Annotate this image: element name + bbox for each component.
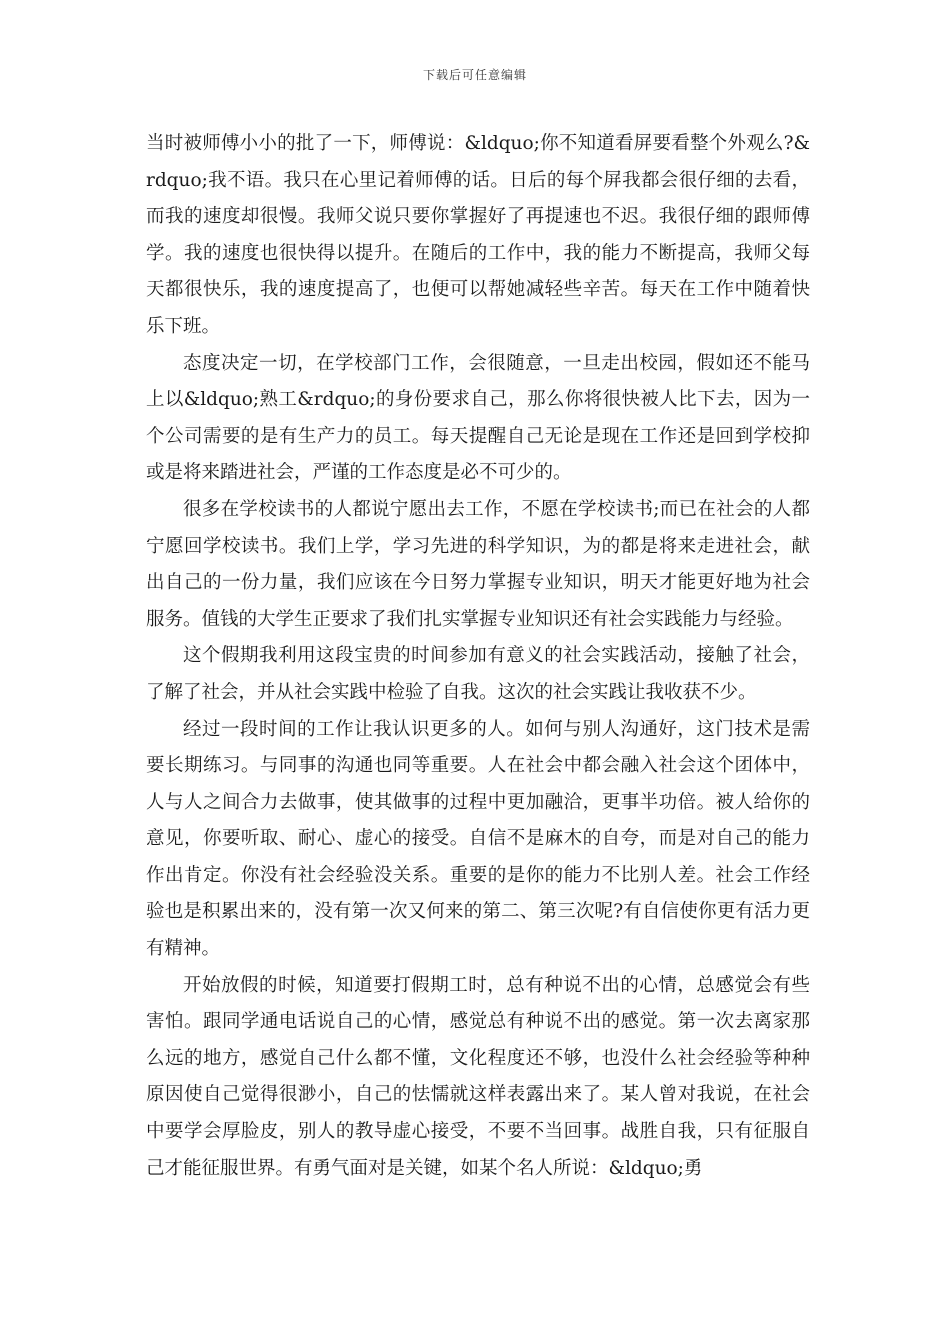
- paragraph-5: 经过一段时间的工作让我认识更多的人。如何与别人沟通好，这门技术是需要长期练习。与同事的沟通也同等重要。人在社会中都会融入社会这个团体中，人与人之间合力去做事，使其做事的过程中更加融洽，更事半功倍。被人给你的意见，你要听取、耐心、虚心的接受。自信不是麻木的自夸，而是对自己的能力作出肯定。你没有社会经验没关系。重要的是你的能力不比别人差。社会工作经验也是积累出来的，没有第一次又何来的第二、第三次呢?有自信使你更有活力更有精神。: [146, 718, 810, 960]
- paragraph-3: 很多在学校读书的人都说宁愿出去工作，不愿在学校读书;而已在社会的人都宁愿回学校读书。我们上学，学习先进的科学知识，为的都是将来走进社会，献出自己的一份力量，我们应该在今日努力掌握专业知识，明天才能更好地为社会服务。值钱的大学生正要求了我们扎实掌握专业知识还有社会实践能力与经验。: [146, 498, 810, 630]
- paragraph-6: 开始放假的时候，知道要打假期工时，总有种说不出的心情，总感觉会有些害怕。跟同学通电话说自己的心情，感觉总有种说不出的感觉。第一次去离家那么远的地方，感觉自己什么都不懂，文化程度还不够，也没什么社会经验等种种原因使自己觉得很渺小，自己的怯懦就这样表露出来了。某人曾对我说，在社会中要学会厚脸皮，别人的教导虚心接受，不要不当回事。战胜自我，只有征服自己才能征服世界。有勇气面对是关键，如某个名人所说：&ldquo;勇: [146, 974, 810, 1179]
- document-body: [146, 126, 810, 1187]
- paragraph-2: 态度决定一切，在学校部门工作，会很随意，一旦走出校园，假如还不能马上以&ldquo;熟工&rdquo;的身份要求自己，那么你将很快被人比下去，因为一个公司需要的是有生产力的员工。每天提醒自己无论是现在工作还是回到学校抑或是将来踏进社会，严谨的工作态度是必不可少的。: [146, 352, 810, 484]
- page-header: 下载后可任意编辑: [422, 68, 527, 82]
- paragraph-1: 当时被师傅小小的批了一下，师傅说：&ldquo;你不知道看屏要看整个外观么?&rdquo;我不语。我只在心里记着师傅的话。日后的每个屏我都会很仔细的去看，而我的速度却很慢。我师父说只要你掌握好了再提速也不迟。我很仔细的跟师傅学。我的速度也很快得以提升。在随后的工作中，我的能力不断提高，我师父每天都很快乐，我的速度提高了，也便可以帮她减轻些辛苦。每天在工作中随着快乐下班。: [146, 133, 810, 337]
- paragraph-4: 这个假期我利用这段宝贵的时间参加有意义的社会实践活动，接触了社会，了解了社会，并从社会实践中检验了自我。这次的社会实践让我收获不少。: [146, 645, 810, 703]
